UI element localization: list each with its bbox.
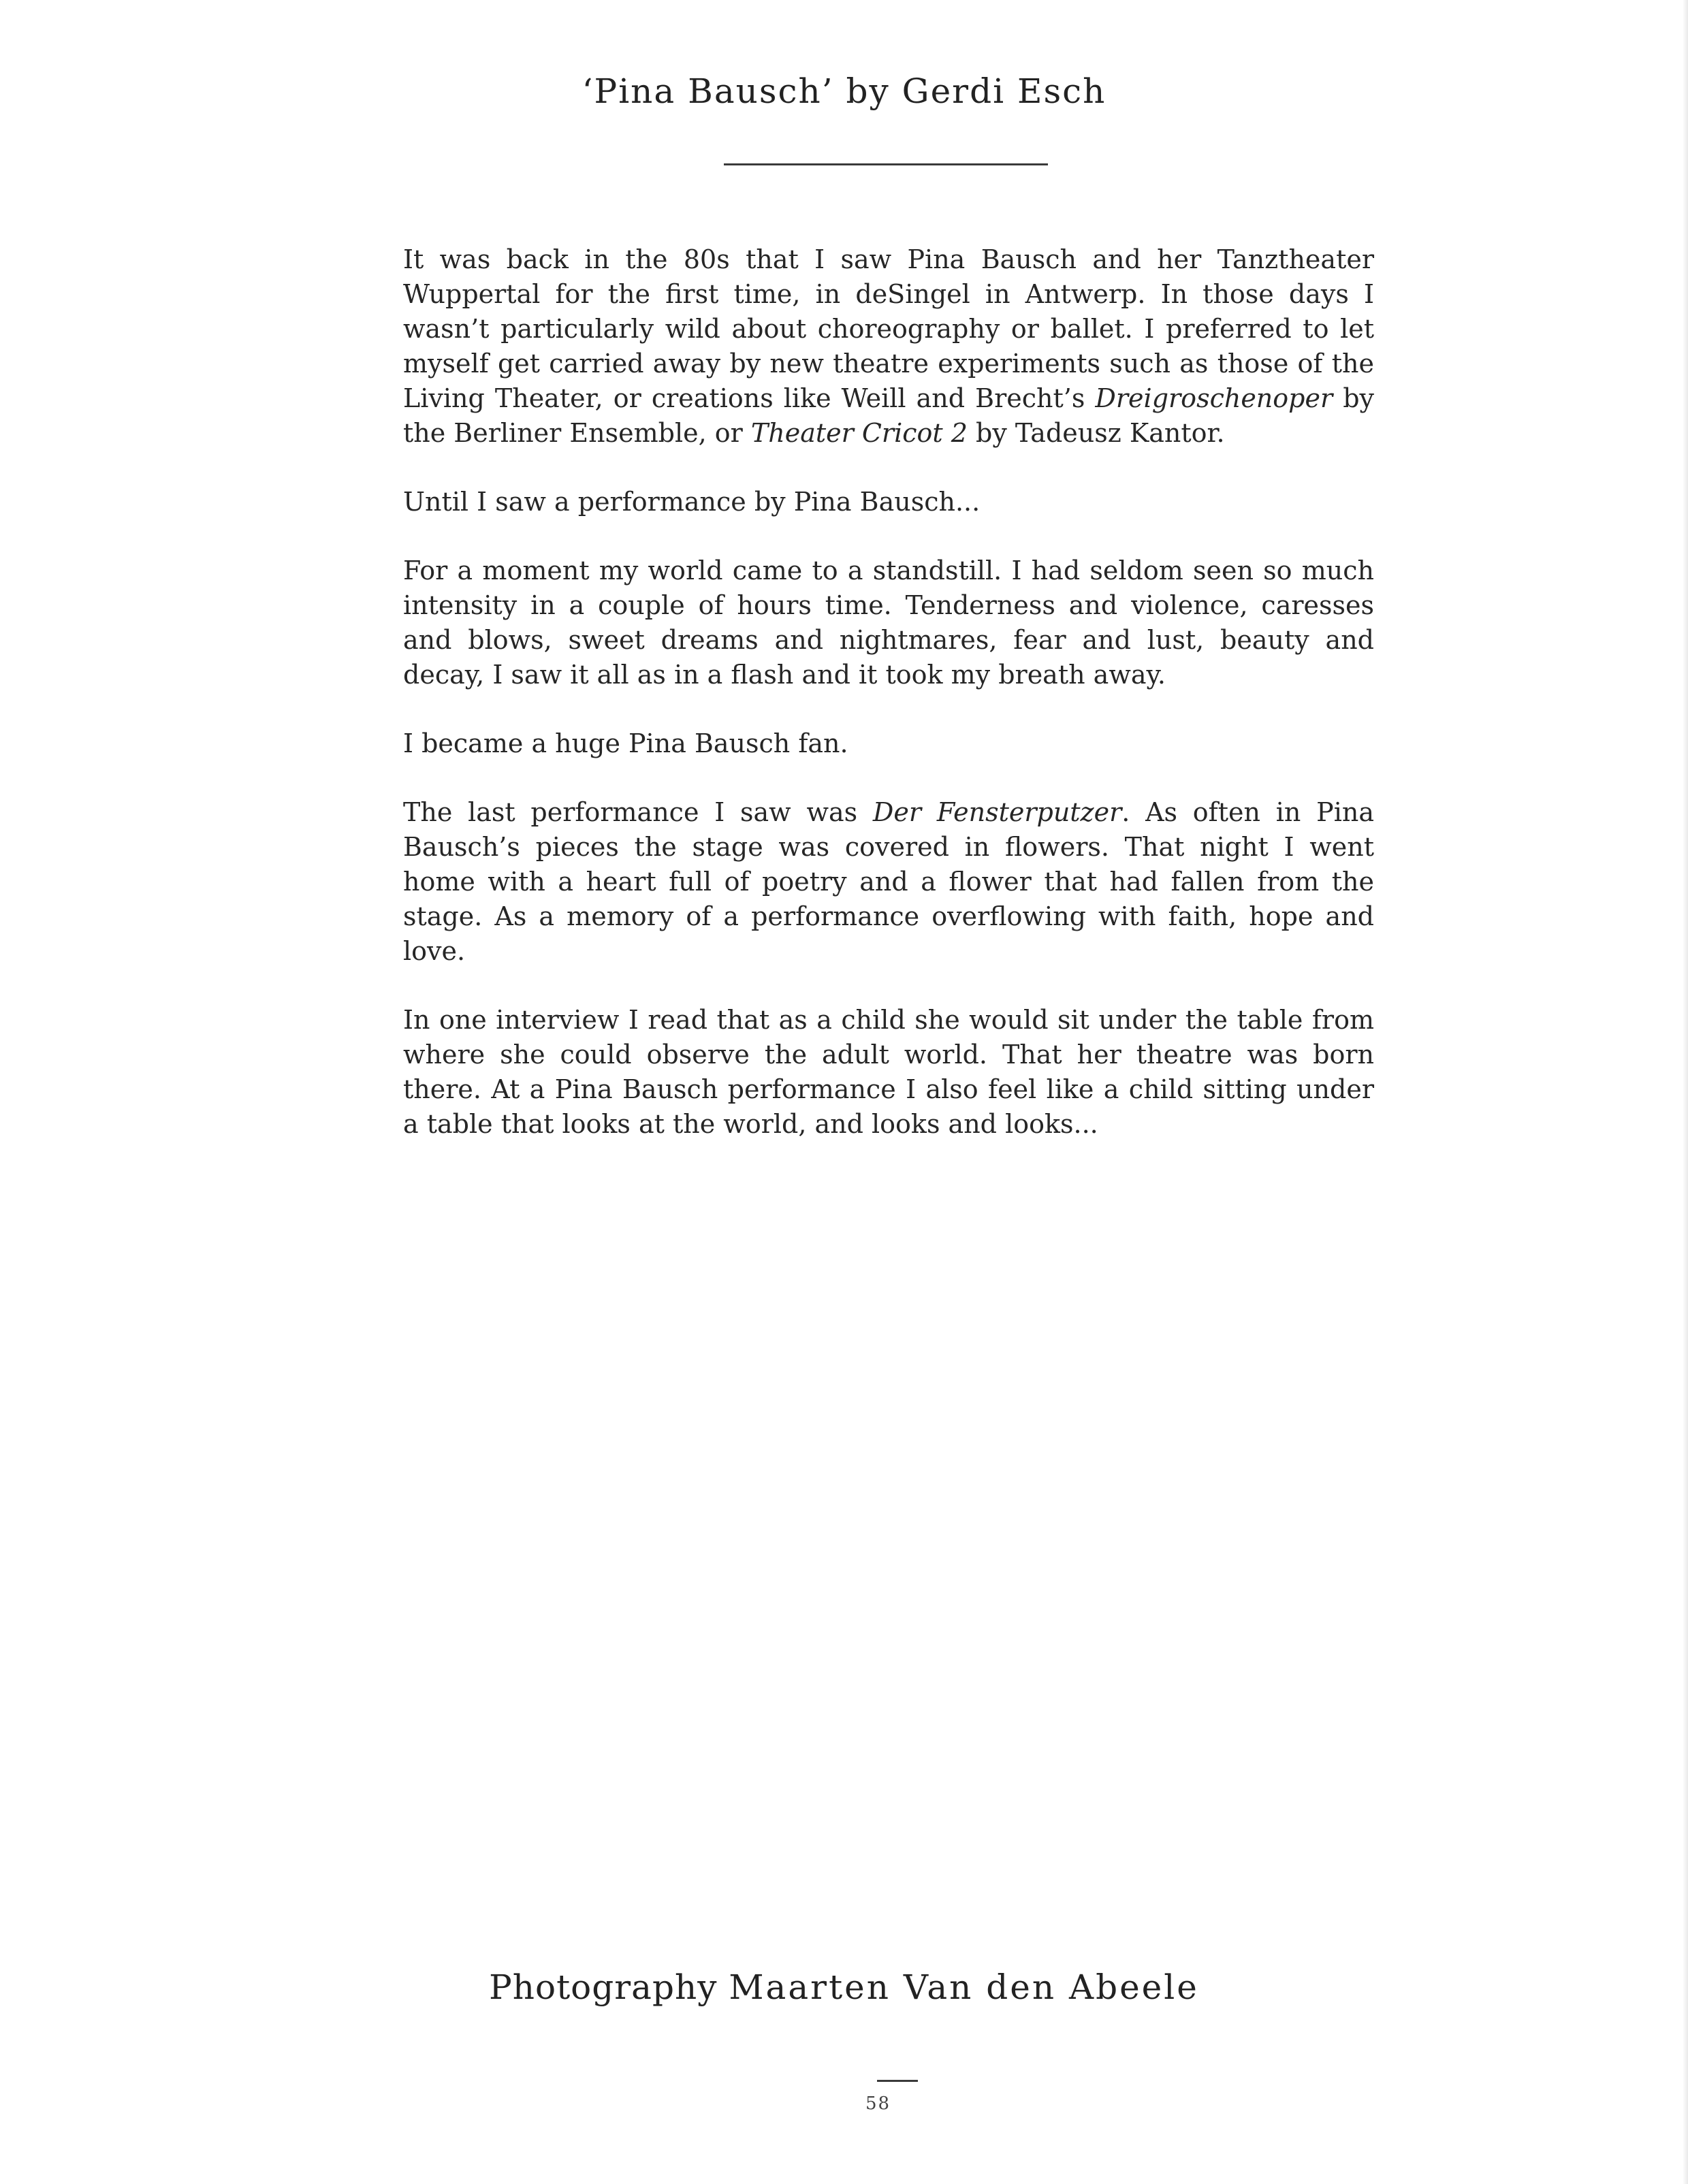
footer-divider bbox=[877, 2080, 918, 2082]
article-title: ‘Pina Bausch’ by Gerdi Esch bbox=[582, 71, 1106, 111]
paragraph-6: In one interview I read that as a child she would sit under the table from where she could observe the adult world. That her theatre was born there. At a Pina Bausch performance I also feel like a child sitting under a table that looks at the world, and looks and looks... bbox=[403, 1005, 1374, 1139]
paragraph-1 bbox=[403, 242, 1374, 451]
paragraph-5-text-b: . As often in Pina Bausch’s pieces the stage was covered in flowers. That night I went home with a heart full of poetry and a flower that had fallen from the stage. As a memory of a performance overflowing with faith, hope and love. bbox=[403, 797, 1374, 966]
page-number: 58 bbox=[865, 2093, 891, 2114]
paragraph-1-text-a: It was back in the 80s that I saw Pina Bausch and her Tanztheater Wuppertal for the first time, in deSingel in Antwerp. In those days I wasn’t particularly wild about choreography or ballet. I preferred to let myself get carried away by new theatre experiments such as those of the Living Theater, or creations like Weill and Brecht’s bbox=[403, 244, 1374, 413]
page-edge-shadow bbox=[1683, 0, 1688, 2184]
paragraph-3: For a moment my world came to a standstill. I had seldom seen so much intensity in a couple of hours time. Tenderness and violence, caresses and blows, sweet dreams and nightmares, fear and lust, beauty and decay, I saw it all as in a flash and it took my breath away. bbox=[403, 556, 1374, 690]
paragraph-1-text-c: by Tadeusz Kantor. bbox=[967, 418, 1225, 448]
photo-credit bbox=[0, 1968, 1688, 2007]
paragraph-1-text-b: by the Berliner Ensemble, or bbox=[403, 383, 1375, 448]
paragraph-1-italic-dreigroschenoper: Dreigroschenoper bbox=[1095, 383, 1333, 413]
photo-credit-name: Maarten Van den Abeele bbox=[729, 1968, 1199, 2007]
paragraph-5 bbox=[403, 795, 1374, 969]
paragraph-2: Until I saw a performance by Pina Bausch... bbox=[403, 487, 981, 517]
photo-credit-label: Photography bbox=[489, 1968, 718, 2007]
article-body bbox=[403, 242, 1374, 1176]
paragraph-5-text-a: The last performance I saw was bbox=[403, 797, 873, 827]
paragraph-1-italic-theater-cricot: Theater Cricot 2 bbox=[750, 418, 968, 448]
paragraph-4: I became a huge Pina Bausch fan. bbox=[403, 728, 848, 758]
title-divider bbox=[724, 163, 1048, 165]
paragraph-5-italic-der-fensterputzer: Der Fensterputzer bbox=[872, 797, 1122, 827]
